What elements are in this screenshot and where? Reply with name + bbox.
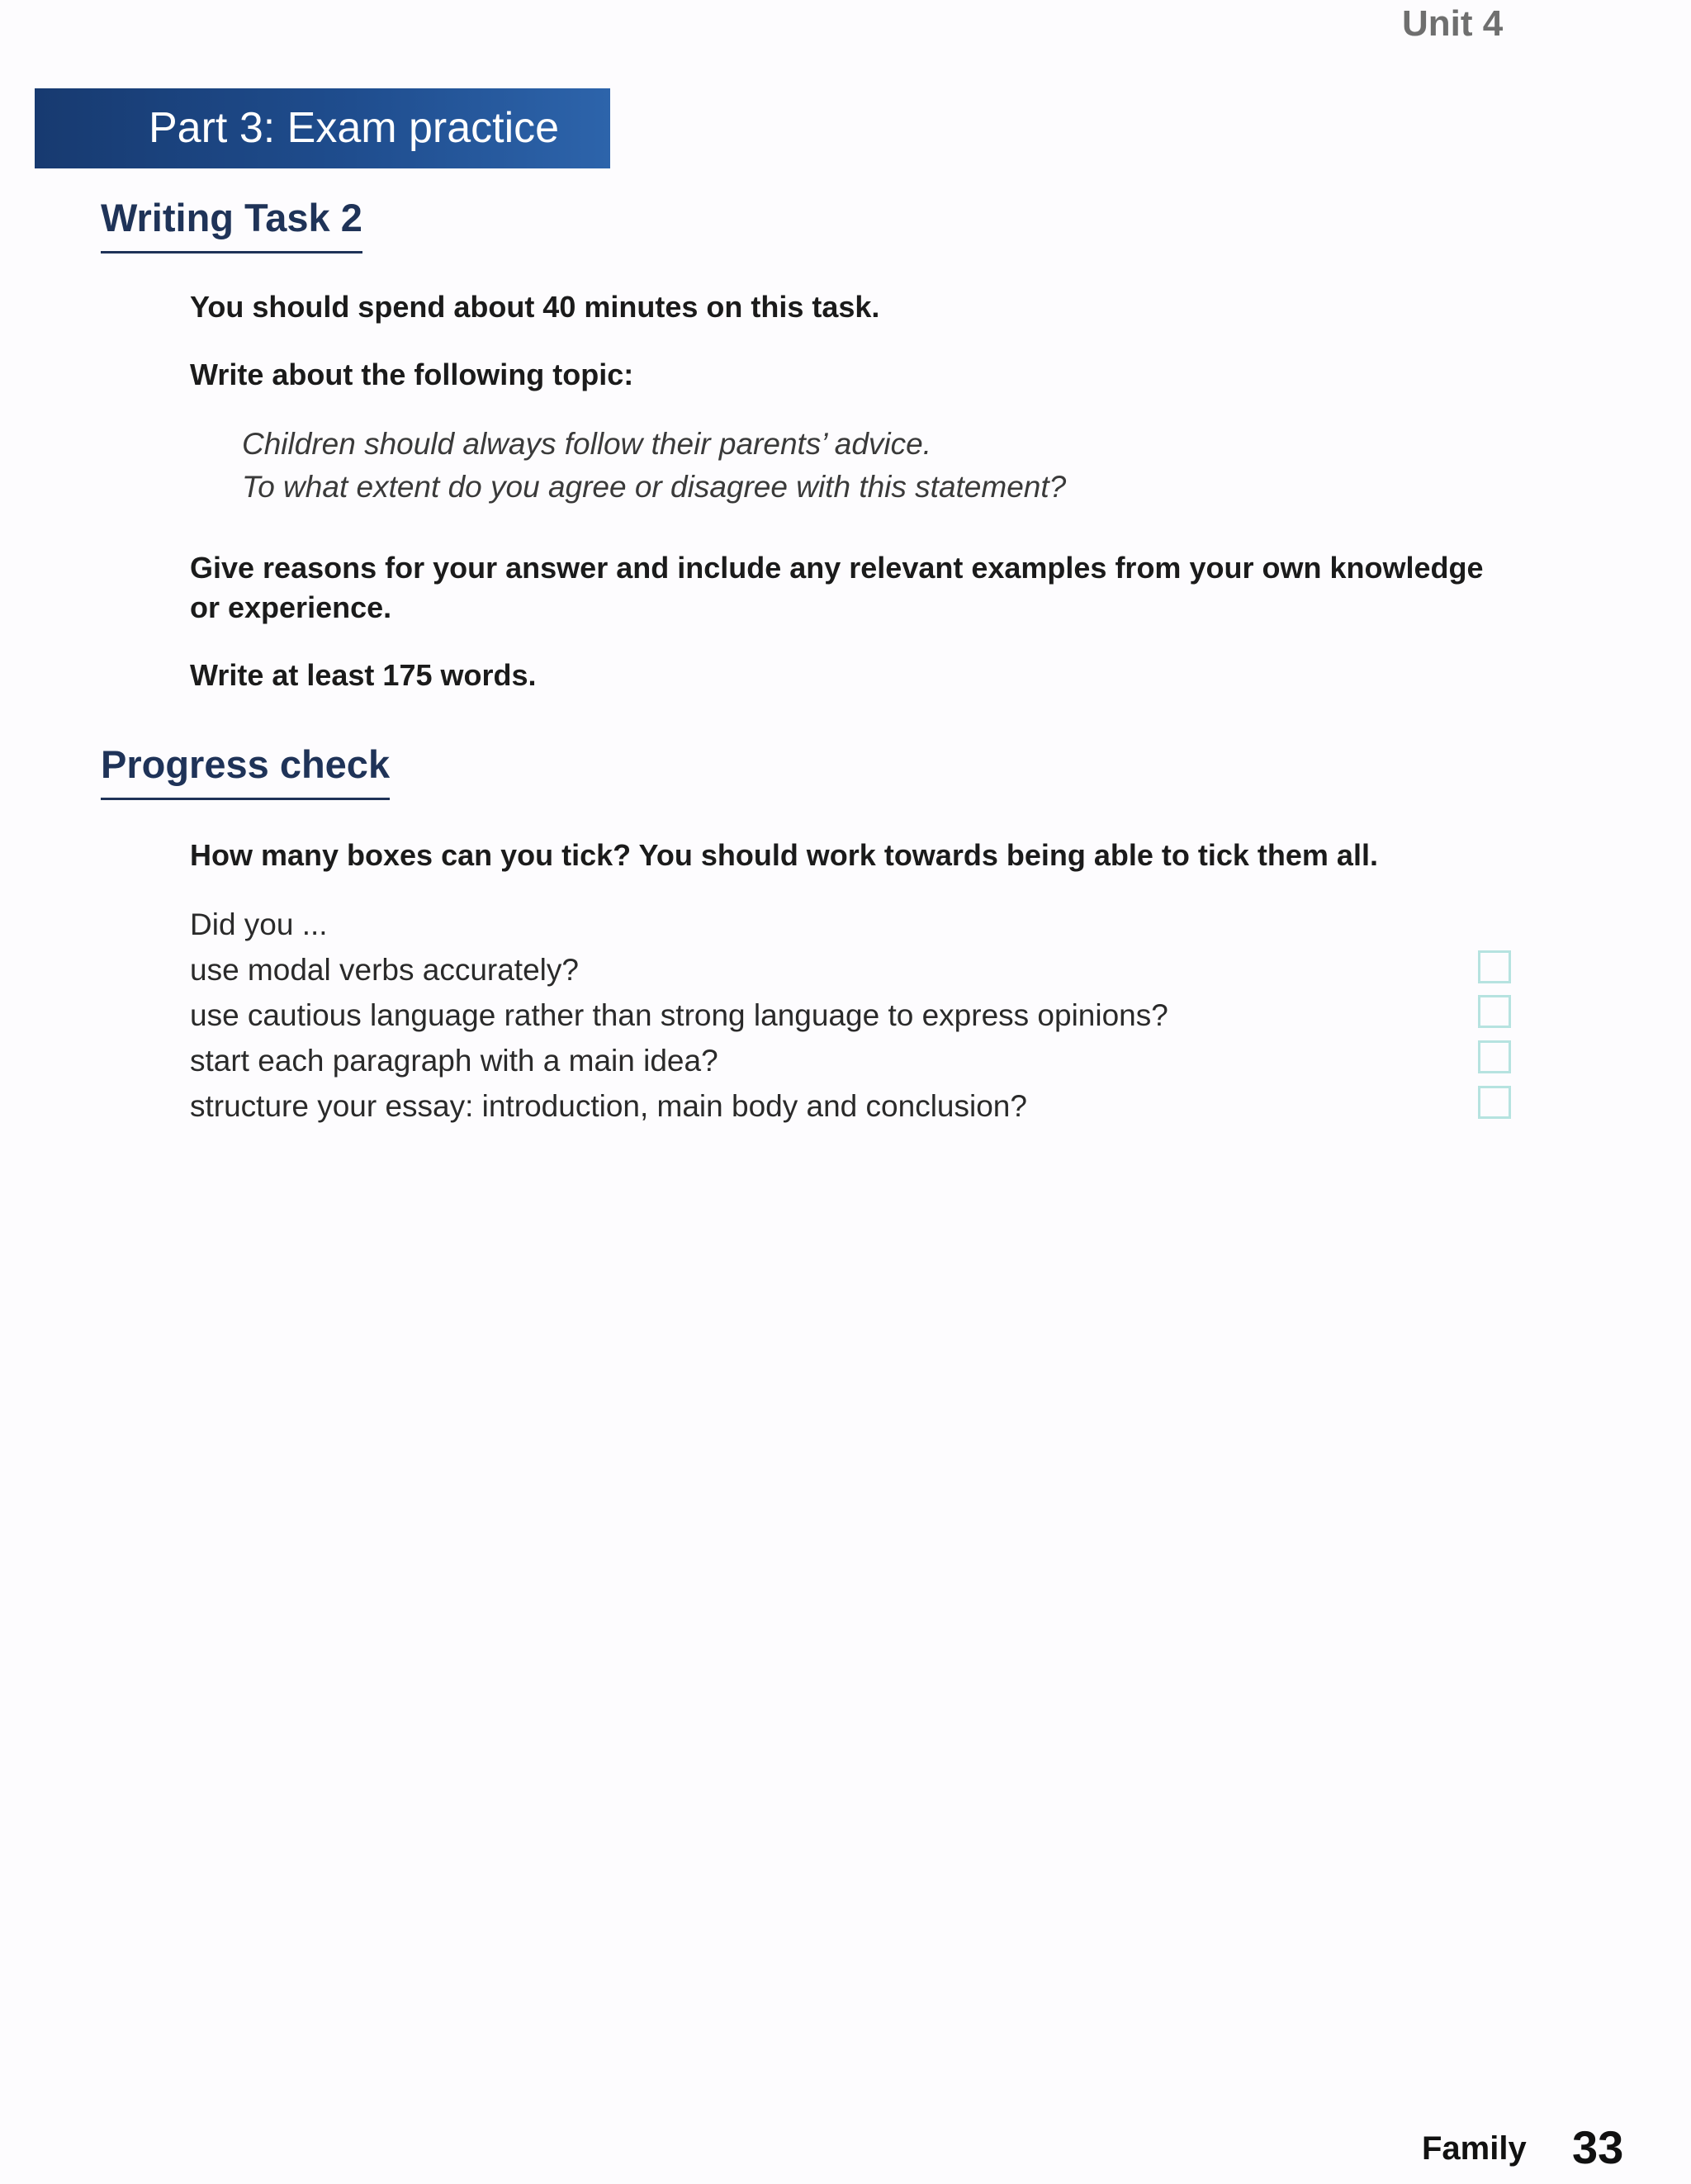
writing-task-heading: Writing Task 2 bbox=[101, 197, 362, 253]
checklist-item: structure your essay: introduction, main body and conclusion? bbox=[190, 1089, 1027, 1123]
footer-section-title: Family bbox=[1422, 2130, 1527, 2167]
checkbox-modal-verbs[interactable] bbox=[1478, 950, 1511, 983]
progress-check-intro: How many boxes can you tick? You should work towards being able to tick them all. bbox=[190, 838, 1378, 872]
instruction-reasons: Give reasons for your answer and include any relevant examples from your own knowledge or experience. bbox=[190, 551, 1484, 624]
instruction-length: Write at least 175 words. bbox=[190, 658, 537, 692]
part-banner-title: Part 3: Exam practice bbox=[149, 104, 560, 152]
part-banner bbox=[35, 88, 610, 168]
instruction-time: You should spend about 40 minutes on this task. bbox=[190, 290, 880, 324]
checklist-lead: Did you ... bbox=[190, 907, 328, 941]
checkbox-cautious-language[interactable] bbox=[1478, 995, 1511, 1028]
page-number: 33 bbox=[1572, 2121, 1624, 2173]
unit-label: Unit 4 bbox=[1402, 3, 1504, 44]
checklist-item: use cautious language rather than strong language to express opinions? bbox=[190, 998, 1168, 1032]
topic-statement: Children should always follow their parents’ advice. bbox=[242, 427, 931, 461]
checklist-item: start each paragraph with a main idea? bbox=[190, 1044, 718, 1078]
instruction-topic: Write about the following topic: bbox=[190, 358, 634, 391]
progress-checklist bbox=[190, 902, 1168, 1129]
progress-check-heading: Progress check bbox=[101, 743, 390, 800]
checkbox-essay-structure[interactable] bbox=[1478, 1086, 1511, 1119]
checklist-item: use modal verbs accurately? bbox=[190, 953, 579, 987]
essay-topic bbox=[242, 423, 1066, 509]
checkbox-main-idea[interactable] bbox=[1478, 1040, 1511, 1073]
topic-question: To what extent do you agree or disagree with this statement? bbox=[242, 470, 1067, 504]
